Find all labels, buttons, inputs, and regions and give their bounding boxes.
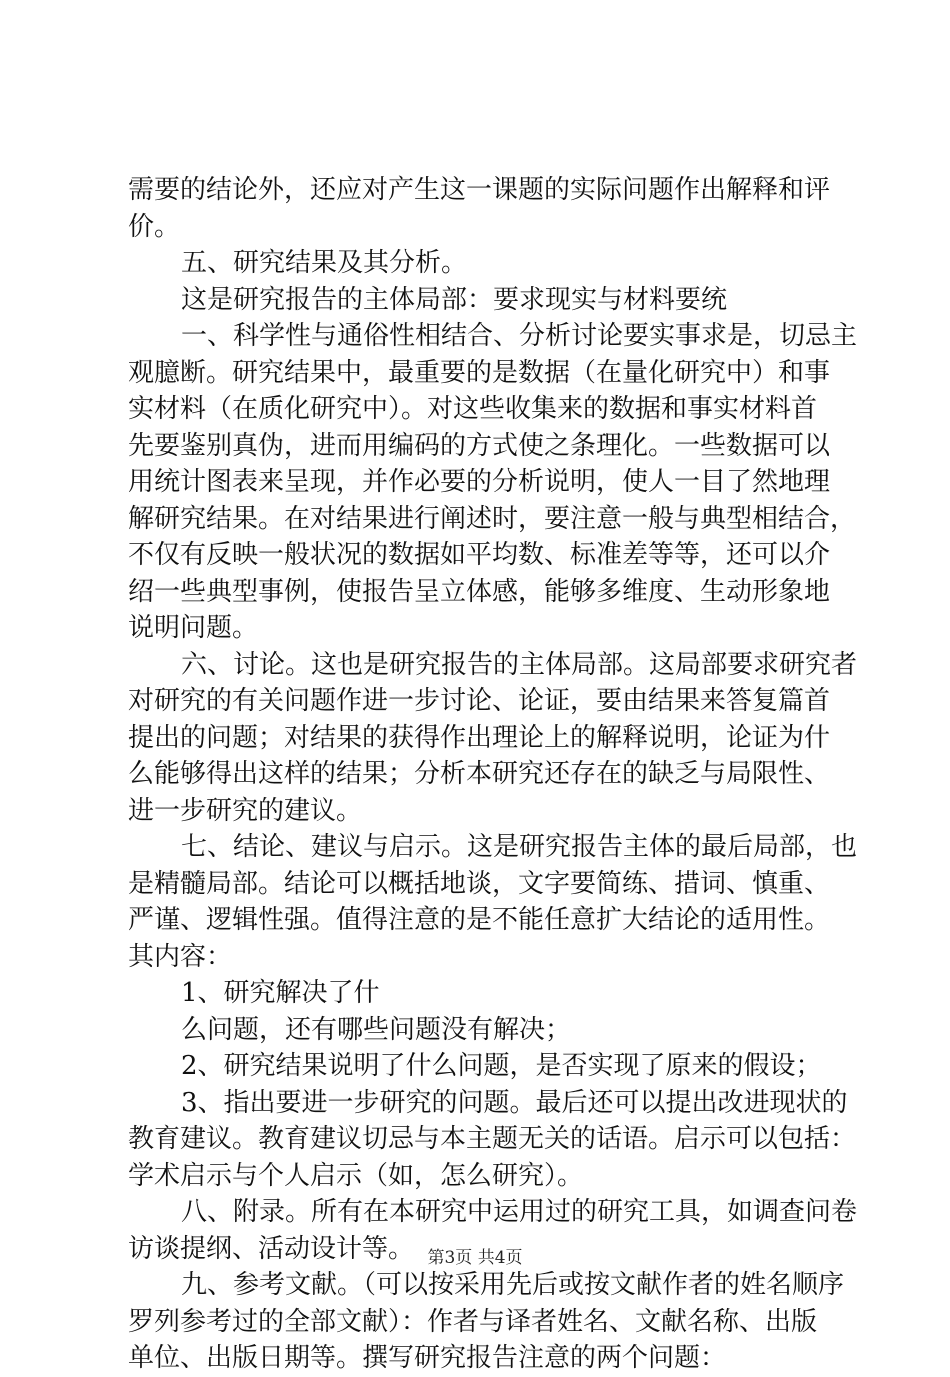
text-line: 九、参考文献。（可以按采用先后或按文献作者的姓名顺序 [181, 1270, 845, 1300]
text-line: 其内容： [128, 941, 233, 972]
text-line: 么问题，还有哪些问题没有解决； [181, 1014, 572, 1045]
text-line: 价。 [128, 211, 181, 242]
text-line: 说明问题。 [128, 613, 259, 643]
text-line: 教育建议。教育建议切忌与本主题无关的话语。启示可以包括： [128, 1124, 857, 1154]
page-footer: 第3页 共4页 [427, 1248, 523, 1268]
text-line: 学术启示与个人启示（如，怎么研究）。 [128, 1160, 584, 1191]
text-line: 2、研究结果说明了什么问题，是否实现了原来的假设； [181, 1051, 822, 1081]
text-line: 五、研究结果及其分析。 [181, 248, 468, 278]
text-line: 1、研究解决了什 [181, 978, 380, 1008]
text-line: 访谈提纲、活动设计等。 [128, 1233, 415, 1264]
text-line: 先要鉴别真伪，进而用编码的方式使之条理化。一些数据可以 [128, 430, 831, 461]
text-line: 绍一些典型事例，使报告呈立体感，能够多维度、生动形象地 [128, 576, 831, 607]
body-text [128, 172, 858, 1377]
text-line: 不仅有反映一般状况的数据如平均数、标准差等等，还可以介 [128, 540, 831, 570]
text-line: 用统计图表来呈现，并作必要的分析说明，使人一目了然地理 [128, 467, 831, 497]
text-line: 六、讨论。这也是研究报告的主体局部。这局部要求研究者 [181, 649, 858, 680]
text-line: 这是研究报告的主体局部：要求现实与材料要统 [181, 284, 728, 315]
text-line: 单位、出版日期等。撰写研究报告注意的两个问题： [128, 1343, 727, 1373]
text-line: 3、指出要进一步研究的问题。最后还可以提出改进现状的 [181, 1087, 848, 1118]
text-line: 八、附录。所有在本研究中运用过的研究工具，如调查问卷 [181, 1197, 858, 1227]
text-line: 七、结论、建议与启示。这是研究报告主体的最后局部，也 [181, 832, 858, 862]
text-line: 实材料（在质化研究中）。对这些收集来的数据和事实材料首 [128, 394, 818, 424]
text-line: 解研究结果。在对结果进行阐述时，要注意一般与典型相结合， [128, 503, 857, 534]
text-line: 观臆断。研究结果中，最重要的是数据（在量化研究中）和事 [128, 357, 831, 388]
text-line: 罗列参考过的全部文献）：作者与译者姓名、文献名称、出版 [128, 1306, 818, 1337]
text-line: 需要的结论外，还应对产生这一课题的实际问题作出解释和评 [128, 175, 831, 205]
text-line: 提出的问题；对结果的获得作出理论上的解释说明，论证为什 [128, 722, 831, 753]
text-line: 是精髓局部。结论可以概括地谈，文字要简练、措词、慎重、 [128, 868, 831, 899]
text-line: 进一步研究的建议。 [128, 795, 363, 826]
text-line: 么能够得出这样的结果；分析本研究还存在的缺乏与局限性、 [128, 759, 831, 789]
text-line: 严谨、逻辑性强。值得注意的是不能任意扩大结论的适用性。 [128, 905, 831, 935]
text-line: 对研究的有关问题作进一步讨论、论证，要由结果来答复篇首 [128, 686, 831, 716]
text-line: 一、科学性与通俗性相结合、分析讨论要实事求是，切忌主 [181, 321, 858, 351]
